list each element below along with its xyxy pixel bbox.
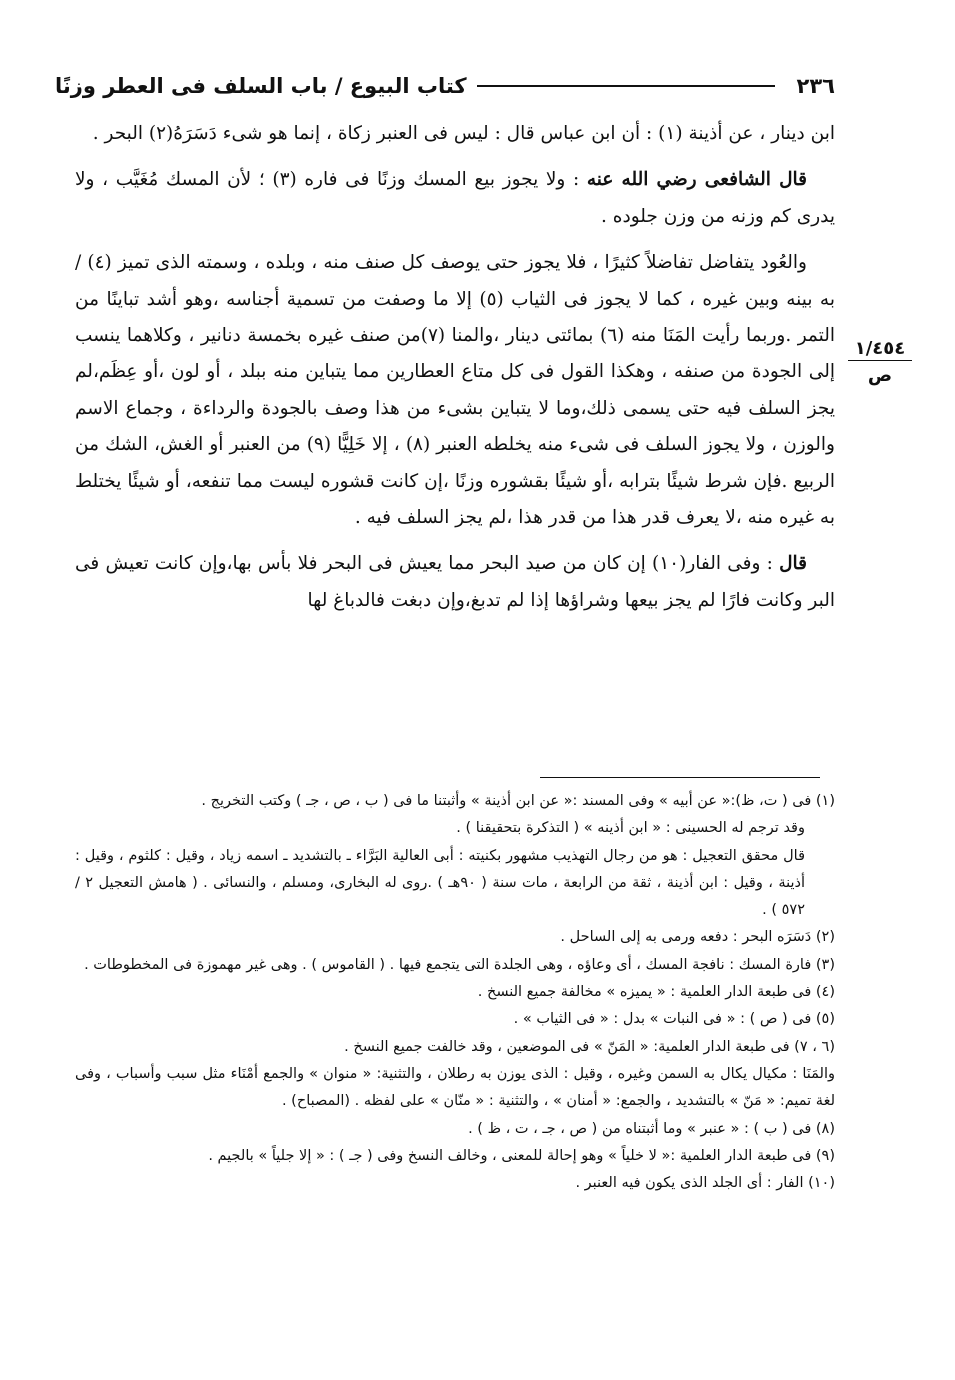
footnote-3: (٣) فارة المسك : نافجة المسك ، أى وعاؤه ، وهى الجلدة التى يتجمع فيها . ( القاموس ) . وهى غير مهموزة فى المخطوطات . [84,956,835,973]
speaker-label: قال الشافعى رضي الله عنه [586,169,807,191]
footnote-1: (١) فى ( ت، ظ):« عن أبيه » وفى المسند :« عن ابن أذينة » وأثبتنا ما فى ( ب ، ص ، جـ ) وكتب التخريج . [201,793,835,809]
paragraph-2-text: : ولا يجوز بيع المسك وزنًا فى فاره (٣) ؛ لأن المسك مُغَيَّب ، ولا يدرى كم وزنه من وزن جلوده . [75,169,835,227]
footnote-8: (٨) فى ( ب ) : « عنبر » وما أثبتناه من ( ص ، جـ ، ت ، ظ ) . [468,1120,835,1137]
margin-reference [848,338,912,386]
margin-ref-number: ١/٤٥٤ [848,338,912,361]
main-text [75,116,835,629]
footnote-divider [540,777,820,778]
paragraph-4 [75,546,835,619]
page-header [55,68,835,104]
page-number: ٢٣٦ [796,74,835,98]
footnote-6-7-cont: والمَنَا : مكيال يكال به السمن وغيره ، وقيل : الذى يوزن به رطلان ، والتثنية: « منوان » والجمع أمْنَاء مثل سبب وأسباب ، وفى لغة تميم: « مَنّ » بالتشديد ، والجمع: « أمنان » ، والتثنية : « منّان » على لفظه . (المصباح) . [75,1065,835,1110]
footnotes [75,788,835,1197]
running-title: كتاب البيوع / باب السلف فى العطر وزنًا [55,74,467,98]
paragraph-2 [75,162,835,235]
paragraph-1: ابن دينار ، عن أذينة (١) : أن ابن عباس قال : ليس فى العنبر زكاة ، إنما هو شىء دَسَرَهُ(٢) البحر . [92,123,835,144]
margin-ref-sub: ص [867,365,893,386]
footnote-4: (٤) فى طبعة الدار العلمية : « يميزه » مخالفة جميع النسخ . [477,984,835,1001]
paragraph-3: والعُود يتفاضل تفاضلاً كثيرًا ، فلا يجوز حتى يوصف كل صنف منه ، وبلده ، وسمته الذى تميز (٤) /به بينه وبين غيره ، كما لا يجوز فى الثياب (٥) إلا ما وصفت من تسمية أجناسه ،وهو أشد تباينًا من التمر .وربما رأيت المَنَا منه (٦) بمائتى دينار ،والمنا (٧)من صنف غيره بخمسة دنانير ، وكلاهما ينسب إلى الجودة من صنفه ، وهكذا القول فى كل متاع العطارين مما يتباين منه ببلد ، أو لون ،أو عِظَم،لم يجز السلف فيه حتى يسمى ذلك،وما لا يتباين بشىء من هذا وصف بالجودة والرداءة ، وجماع الاسم والوزن ، ولا يجوز السلف فى شىء منه يخلطه العنبر (٨) ، إلا خَلِيًّا (٩) من العنبر أو الغش، الشك من الربيع .فإن شرط شيئًا بترابه ،أو شيئًا بقشوره وزنًا ،إن كانت قشوره ليست مما تنفعه، أو شيئًا يختلط به غيره منه ،لا يعرف قدر هذا من قدر هذا ،لم يجز السلف فيه . [75,252,836,529]
footnote-1-cont: قال محقق التعجيل : هو من رجال التهذيب مشهور بكنيته : أبى العالية البَرَّاء ـ بالتشديد ـ اسمه زياد ، وقيل : كلثوم ، وقيل : أذينة ، وقيل : ابن أذينة ، ثقة من الرابعة ، مات سنة ( ٩٠هـ ) .روى له البخارى، ومسلم ، والنسائى . ( هامش التعجيل ٢ / ٥٧٢ ) . [75,847,805,919]
speaker-label: قال [779,553,807,575]
footnote-6-7: (٦ ، ٧) فى طبعة الدار العلمية: « المَنّ » فى الموضعين ، وقد خالفت جميع النسخ . [344,1038,835,1055]
footnote-2: (٢) دَسَرَه البحر : دفعه ورمى به إلى الساحل . [560,929,835,946]
paragraph-4-text: : وفى الفار(١٠) إن كان من صيد البحر مما يعيش فى البحر فلا بأس بها،وإن كانت تعيش فى البر وكانت فارًا لم يجز بيعها وشراؤها إذا لم تدبغ،وإن دبغت فالدباغ لها [75,553,835,611]
footnote-9: (٩) فى طبعة الدار العلمية :« لا خلياً » وهو إحالة للمعنى ، وخالف النسخ وفى ( جـ ) : « إلا جلياً » بالجيم . [208,1147,835,1164]
footnote-5: (٥) فى ( ص ) : « فى النبات » بدل : « فى الثياب » . [513,1011,835,1028]
footnote-1-cont: وقد ترجم له الحسينى : « ابن أذينه » ( التذكرة بتحقيقنا ) . [456,820,805,837]
header-rule [477,85,775,87]
footnote-10: (١٠) الفار : أى الجلد الذى يكون فيه العنبر . [575,1175,835,1192]
